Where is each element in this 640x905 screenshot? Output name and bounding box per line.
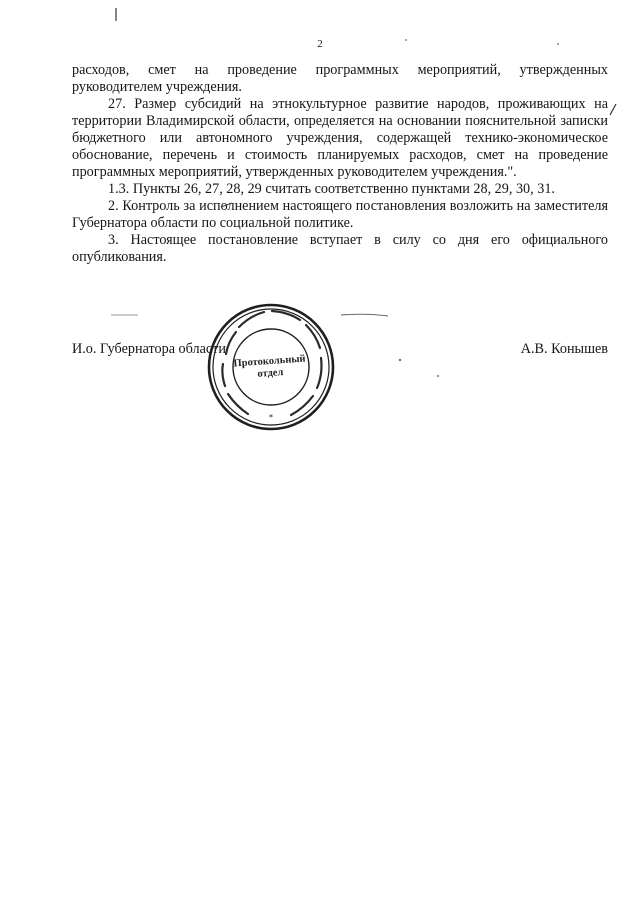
- pen-stroke: [110, 313, 140, 317]
- stamp-center-text: Протокольный отдел: [233, 353, 306, 380]
- paragraph-2: 2. Контроль за исполнением настоящего постановления возложить на заместителя Губернатора области по социальной политике.: [72, 198, 608, 231]
- paragraph-1-3: 1.3. Пункты 26, 27, 28, 29 считать соответственно пунктами 28, 29, 30, 31.: [108, 181, 555, 197]
- paragraph-continuation: расходов, смет на проведение программных мероприятий, утвержденных руководителем учреждения.: [72, 62, 608, 95]
- pen-mark: [114, 8, 118, 22]
- page-number: 2: [317, 38, 323, 50]
- paragraph-27: 27. Размер субсидий на этнокультурное развитие народов, проживающих на территории Владимирской области, определяется на основании пояснительной записки бюджетного или автономного учреждения, содержащей технико-экономическое обоснование, перечень и стоимость планируемых расходов, смет на проведение программных мероприятий, утвержденных руководителем учреждения.".: [72, 96, 608, 180]
- official-stamp: [206, 302, 336, 432]
- pen-dot: [398, 358, 402, 362]
- svg-text:*: *: [269, 413, 273, 422]
- document-body: [72, 62, 608, 266]
- pen-dot: [404, 38, 408, 42]
- pen-dot: [436, 374, 440, 378]
- paragraph-3: 3. Настоящее постановление вступает в силу со дня его официального опубликования.: [72, 232, 608, 265]
- signature-name: А.В. Конышев: [520, 341, 608, 357]
- pen-mark: [608, 103, 618, 117]
- signature-title: И.о. Губернатора области: [72, 341, 226, 357]
- pen-stroke: [340, 312, 390, 318]
- pen-mark: [220, 201, 234, 209]
- pen-dot: [556, 42, 560, 46]
